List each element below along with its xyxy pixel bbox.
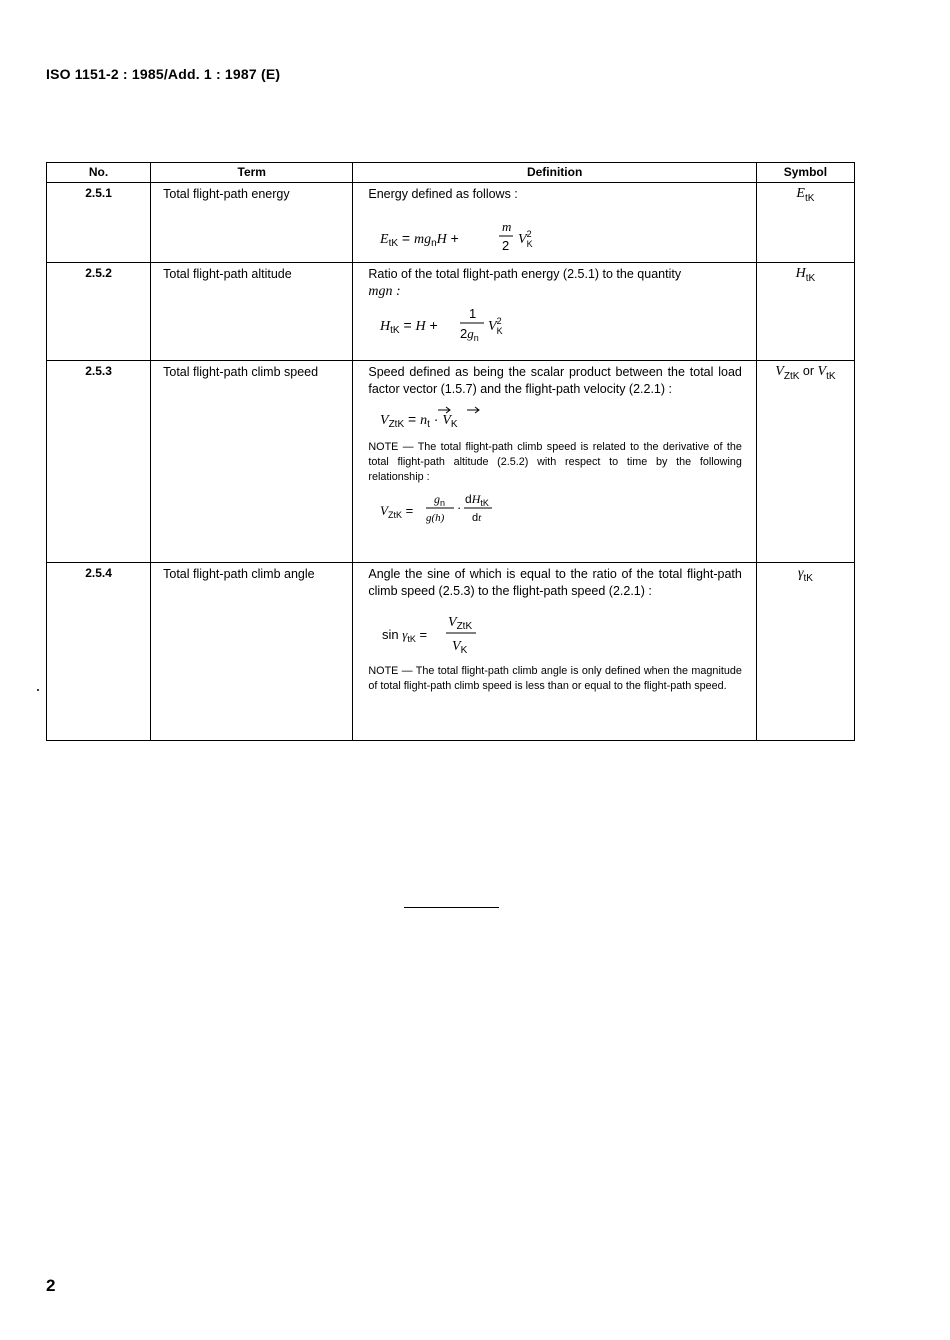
scan-artifact-dot (37, 689, 39, 691)
symbol-or: or (802, 364, 815, 378)
row-term: Total flight-path altitude (151, 263, 353, 361)
svg-text:V2K: $V^2$ K (518, 229, 533, 249)
row-definition-quantity: mgn : (368, 284, 401, 299)
row-symbol (756, 183, 854, 263)
table-row (47, 361, 855, 563)
row-number: 2.5.3 (47, 361, 151, 563)
svg-text:VZtK = nt · VK: $V_{ZtK} = n_t \cdot V_K$ (380, 411, 458, 430)
symbol-base: H (795, 266, 806, 281)
svg-text:gn: $g_n$ (434, 492, 446, 508)
formula-climb-angle (368, 612, 741, 658)
terms-table (46, 162, 855, 741)
row-definition: Speed defined as being the scalar product between the total load factor vector (1.5.7) and the flight-path velocity (2.2.1) : (368, 365, 742, 396)
row-number: 2.5.4 (47, 563, 151, 741)
row-note: NOTE — The total flight-path climb speed is related to the derivative of the total flight-path altitude (2.5.2) with respect to time by the following relationship : (368, 441, 742, 483)
svg-text:V2K: $V^2$ K (488, 316, 503, 336)
svg-text:1: 1 (469, 306, 477, 321)
row-definition: Angle the sine of which is equal to the ratio of the total flight-path climb speed (2.5.3) to the flight-path speed (2.2.1) : (368, 567, 742, 598)
formula-climb-speed (368, 404, 741, 434)
symbol-sub: tK (805, 272, 816, 284)
row-term: Total flight-path climb speed (151, 361, 353, 563)
formula-climb-speed-derivative-graphic (368, 493, 568, 527)
row-definition-cell (353, 563, 756, 741)
symbol-base: E (796, 186, 805, 201)
symbol-sub: tK (803, 572, 813, 584)
formula-altitude-graphic (368, 306, 568, 346)
svg-text:EtK = mgnH +: $E_{tK} = mg_nH$ + (380, 230, 460, 249)
formula-energy-graphic (368, 219, 568, 253)
row-symbol (756, 563, 854, 741)
column-header-term: Term (151, 163, 353, 183)
svg-text:sin γtK =: $\sin \gamma_{tK}$ = (382, 627, 428, 644)
row-number: 2.5.1 (47, 183, 151, 263)
formula-climb-angle-graphic (368, 612, 568, 658)
row-number: 2.5.2 (47, 263, 151, 361)
row-definition: Ratio of the total flight-path energy (2.5.1) to the quantity (368, 267, 682, 281)
end-of-table-rule (404, 907, 499, 908)
svg-text:2gn: $2g_n$ (460, 326, 480, 343)
formula-energy (368, 219, 741, 253)
page-number: 2 (46, 1276, 56, 1295)
svg-text:2: 2 (502, 238, 510, 253)
symbol-base: V (775, 364, 784, 379)
symbol-sub: ZtK (783, 370, 800, 382)
svg-text:g(h): g(h) (426, 512, 445, 524)
row-definition: Energy defined as follows : (368, 187, 518, 201)
table-row (47, 183, 855, 263)
row-definition-cell (353, 361, 756, 563)
symbol-base: V (817, 364, 827, 379)
row-term: Total flight-path energy (151, 183, 353, 263)
svg-text:dHtK: $dH_{tK}$ (465, 492, 490, 508)
row-symbol (756, 361, 854, 563)
formula-climb-speed-graphic (368, 404, 568, 434)
table-row (47, 263, 855, 361)
row-definition-cell (353, 263, 756, 361)
svg-text:dt: dt (472, 512, 482, 524)
column-header-no: No. (47, 163, 151, 183)
row-term: Total flight-path climb angle (151, 563, 353, 741)
svg-text:HtK = H +: $H_{tK} = H$ + (380, 317, 439, 336)
row-definition-cell (353, 183, 756, 263)
symbol-sub: tK (804, 192, 815, 204)
table-row (47, 563, 855, 741)
column-header-definition: Definition (353, 163, 756, 183)
symbol-sub: tK (826, 370, 836, 382)
formula-altitude (368, 306, 741, 346)
document-header: ISO 1151-2 : 1985/Add. 1 : 1987 (E) (46, 66, 281, 82)
svg-text:VK: $V_K$ (452, 639, 468, 656)
table-header-row (47, 163, 855, 183)
symbol-base: γ (797, 566, 804, 581)
svg-text:·: · (457, 500, 462, 515)
formula-climb-speed-derivative (368, 493, 741, 527)
row-symbol (756, 263, 854, 361)
svg-text:m: m (502, 219, 512, 234)
row-note: NOTE — The total flight-path climb angle is only defined when the magnitude of total flight-path climb speed is less than or equal to the flight-path speed. (368, 665, 742, 692)
column-header-symbol: Symbol (756, 163, 854, 183)
svg-text:VZtK: $V_{ZtK}$ (448, 615, 473, 632)
svg-text:VZtK =: $V_{ZtK}$ = (380, 503, 414, 520)
